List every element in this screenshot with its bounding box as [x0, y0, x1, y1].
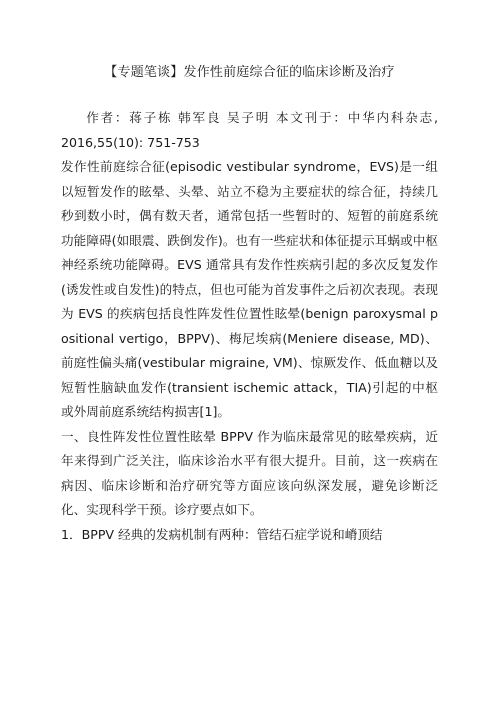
body-paragraph-section-1: 一、良性阵发性位置性眩晕 BPPV 作为临床最常见的眩晕疾病，近年来得到广泛关注，临床诊治水平有很大提升。目前，这一疾病在病因、临床诊断和治疗研究等方面应该向纵深发展，避免诊断泛化、实现科学干预。诊疗要点如下。 [61, 428, 438, 517]
body-paragraph-intro: 发作性前庭综合征(episodic vestibular syndrome，EVS)是一组以短暂发作的眩晕、头晕、站立不稳为主要症状的综合征，持续几秒到数小时，偶有数天者，通常包括一些暂时的、短暂的前庭系统功能障碍(如眼震、跌倒发作)。也有一些症状和体征提示耳蜗或中枢神经系统功能障碍。EVS 通常具有发作性疾病引起的多次反复发作(诱发性或自发性)的特点，但也可能为首发事件之后初次表现。表现为 EVS 的疾病包括良性阵发性位置性眩晕(benign paroxysmal positional vertigo，BPPV)、梅尼埃病(Meniere disease, MD)、前庭性偏头痛(vestibular migraine, VM)、惊厥发作、低血糖以及短暂性脑缺血发作(transient ischemic attack，TIA)引起的中枢或外周前庭系统结构损害[1]。 [61, 159, 438, 419]
body-paragraph-point-1: 1．BPPV 经典的发病机制有两种：管结石症学说和嵴顶结 [61, 526, 383, 542]
document-title: 【专题笔谈】发作性前庭综合征的临床诊断及治疗 [104, 65, 395, 80]
author-byline: 作者：蒋子栋 韩军良 吴子明 本文刊于：中华内科杂志, 2016,55(10): 751-753 [61, 110, 438, 150]
